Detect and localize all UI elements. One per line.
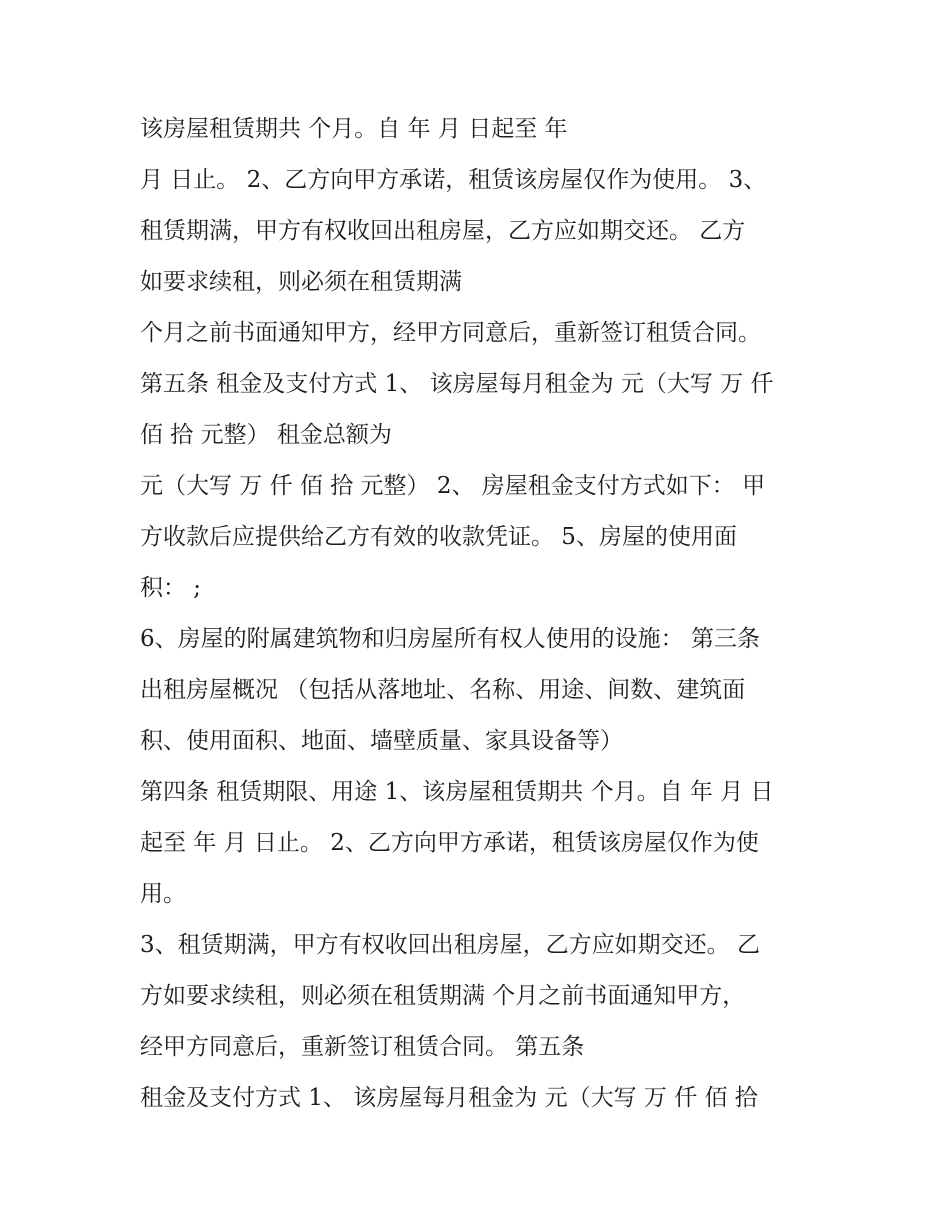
text-line: 3、租赁期满，甲方有权收回出租房屋，乙方应如期交还。 乙 bbox=[140, 932, 760, 958]
text-line: 方收款后应提供给乙方有效的收款凭证。 5、房屋的使用面 bbox=[140, 524, 737, 550]
text-line: 起至 年 月 日止。 2、乙方向甲方承诺，租赁该房屋仅作为使 bbox=[140, 830, 759, 856]
text-line: 如要求续租，则必须在租赁期满 bbox=[140, 269, 462, 295]
text-line: 第四条 租赁期限、用途 1、该房屋租赁期共 个月。自 年 月 日 bbox=[140, 779, 774, 805]
text-line: 用。 bbox=[140, 881, 186, 907]
text-line: 第五条 租金及支付方式 1、 该房屋每月租金为 元（大写 万 仟 bbox=[140, 371, 774, 397]
text-line: 经甲方同意后，重新签订租赁合同。 第五条 bbox=[140, 1034, 585, 1060]
text-line: 6、房屋的附属建筑物和归房屋所有权人使用的设施： 第三条 bbox=[140, 626, 760, 652]
text-line: 方如要求续租，则必须在租赁期满 个月之前书面通知甲方， bbox=[140, 983, 746, 1009]
text-line: 个月之前书面通知甲方，经甲方同意后，重新签订租赁合同。 bbox=[140, 320, 761, 346]
text-line: 积： ; bbox=[140, 575, 202, 601]
text-line: 元（大写 万 仟 佰 拾 元整） 2、 房屋租金支付方式如下： 甲 bbox=[140, 473, 766, 499]
text-line: 出租房屋概况 （包括从落地址、名称、用途、间数、建筑面 bbox=[140, 677, 746, 703]
text-line: 租金及支付方式 1、 该房屋每月租金为 元（大写 万 仟 佰 拾 bbox=[140, 1085, 758, 1111]
text-line: 佰 拾 元整） 租金总额为 bbox=[140, 422, 392, 448]
text-line: 该房屋租赁期共 个月。自 年 月 日起至 年 bbox=[140, 116, 568, 142]
text-line: 月 日止。 2、乙方向甲方承诺，租赁该房屋仅作为使用。 3、 bbox=[140, 167, 767, 193]
text-line: 积、使用面积、地面、墙壁质量、家具设备等） bbox=[140, 728, 623, 754]
text-line: 租赁期满，甲方有权收回出租房屋，乙方应如期交还。 乙方 bbox=[140, 218, 746, 244]
